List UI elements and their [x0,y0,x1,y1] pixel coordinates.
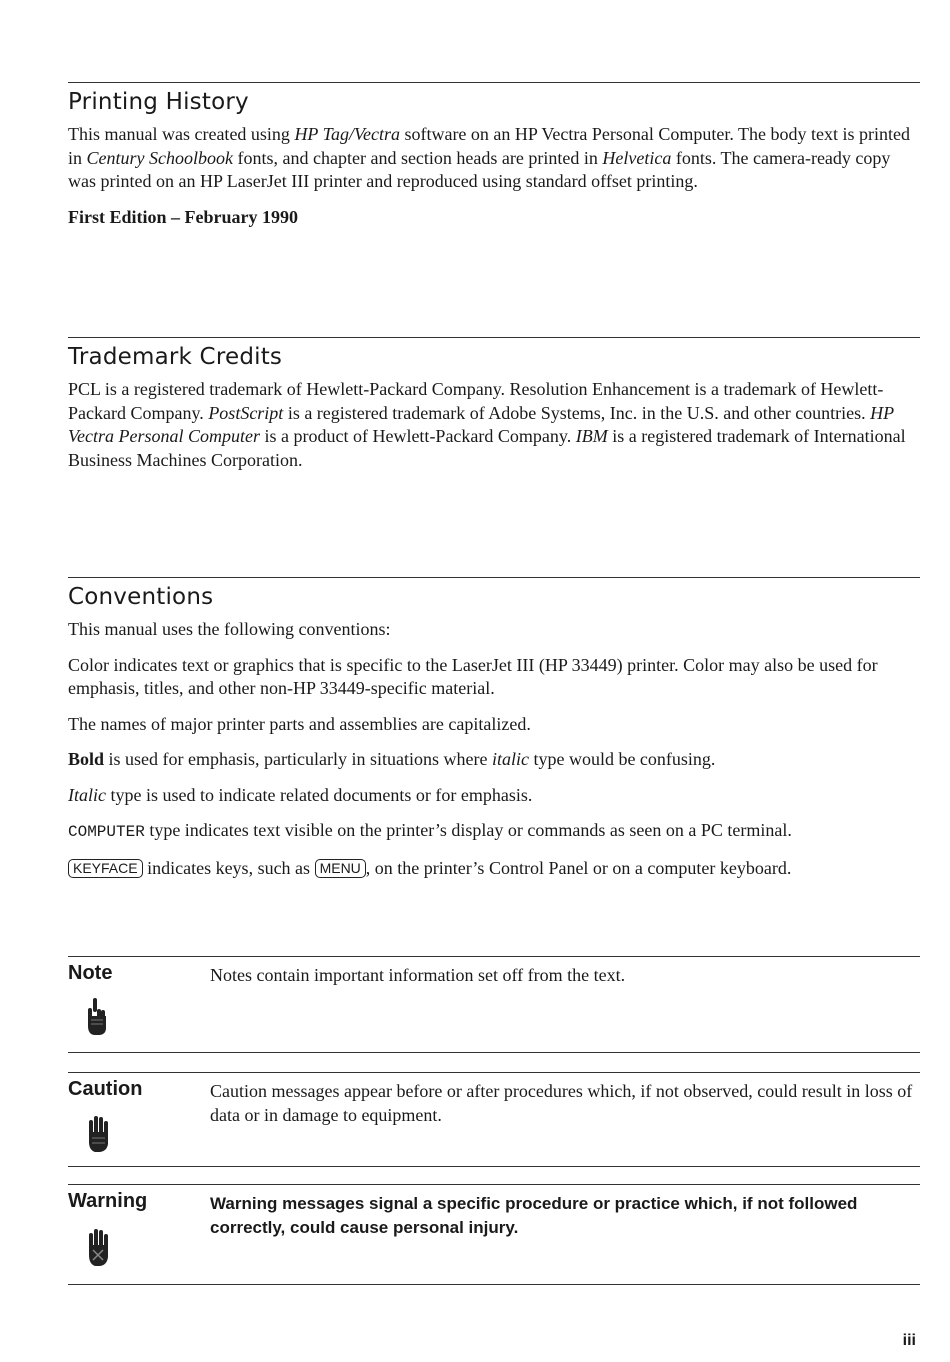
trademark-credits-section [68,337,920,472]
menu-keycap: MENU [315,859,366,878]
page-number: iii [902,1332,916,1349]
note-box [68,956,920,985]
convention-color: Color indicates text or graphics that is specific to the LaserJet III (HP 33449) printer. Color may also be used for emphasis, titles, and other non-HP 33449-specific material. [68,654,878,698]
conventions-heading: Conventions [68,584,214,610]
pointing-hand-icon [84,998,112,1036]
note-text: Notes contain important information set off from the text. [210,965,626,985]
raised-hand-icon [84,1114,112,1152]
note-label: Note [68,962,113,984]
note-top-rule [68,956,920,957]
printing-history-section [68,82,920,229]
convention-italic: Italic type is used to indicate related documents or for emphasis. [68,784,533,805]
warning-top-rule [68,1184,920,1185]
printing-history-paragraph: This manual was created using HP Tag/Vectra software on an HP Vectra Personal Computer. The body text is printed in Century Schoolbook fonts, and chapter and section heads are printed in Helvetica fonts. The camera-ready copy was printed on an HP LaserJet III printer and reproduced using standard offset printing. [68,124,911,191]
convention-bold: Bold is used for emphasis, particularly in situations where italic type would be confusing. [68,749,716,769]
caution-top-rule [68,1072,920,1073]
conventions-section [68,577,920,880]
section-rule [68,82,920,83]
section-rule [68,577,920,578]
note-bottom-rule [68,1052,920,1053]
caution-label: Caution [68,1078,143,1100]
conventions-intro: This manual uses the following conventions: [68,619,391,639]
trademark-paragraph: PCL is a registered trademark of Hewlett-Packard Company. Resolution Enhancement is a trademark of Hewlett-Packard Company. PostScript is a registered trademark of Adobe Systems, Inc. in the U.S. and other countries. HP Vectra Personal Computer is a product of Hewlett-Packard Company. IBM is a registered trademark of International Business Machines Corporation. [68,379,906,470]
warning-box [68,1184,920,1237]
warning-bottom-rule [68,1284,920,1285]
convention-computer: COMPUTER type indicates text visible on the printer’s display or commands as seen on a PC terminal. [68,820,792,841]
caution-box [68,1072,920,1125]
edition-line: First Edition – February 1990 [68,206,298,227]
warning-text: Warning messages signal a specific procedure or practice which, if not followed correctly, could cause personal injury. [210,1194,858,1237]
caution-text: Caution messages appear before or after procedures which, if not observed, could result in loss of data or in damage to equipment. [210,1081,913,1125]
printing-history-heading: Printing History [68,89,249,115]
stop-hand-icon [84,1228,112,1266]
convention-keyface: KEYFACE indicates keys, such as MENU , on the printer’s Control Panel or on a computer keyboard. [68,857,920,881]
caution-bottom-rule [68,1166,920,1167]
section-rule [68,337,920,338]
keyface-keycap: KEYFACE [68,859,143,878]
trademark-credits-heading: Trademark Credits [68,344,283,370]
convention-names: The names of major printer parts and assemblies are capitalized. [68,713,531,734]
warning-label: Warning [68,1190,148,1212]
